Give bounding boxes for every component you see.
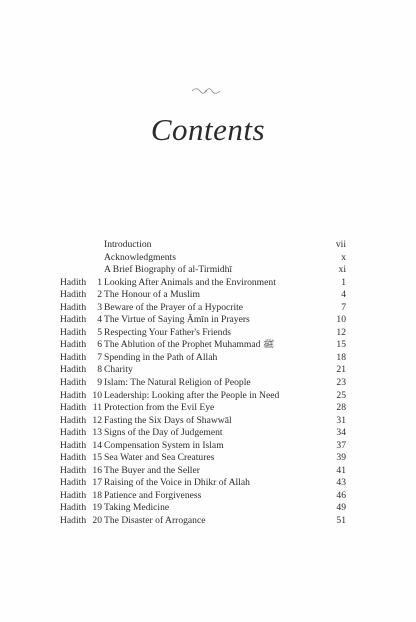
toc-row-label-word: Hadith xyxy=(60,377,87,389)
toc-row-page: 10 xyxy=(336,314,346,326)
toc-row-page: 1 xyxy=(341,276,346,288)
hadith-list xyxy=(60,277,346,528)
toc-row-page: 15 xyxy=(336,339,346,351)
toc-row-label xyxy=(60,327,104,340)
toc-row[interactable] xyxy=(60,477,346,490)
toc-row-number: 11 xyxy=(92,402,102,414)
toc-row-label-word: Hadith xyxy=(60,414,87,426)
toc-row-title: Charity xyxy=(104,364,133,376)
toc-row-title: Protection from the Evil Eye xyxy=(104,402,215,414)
toc-row-page: vii xyxy=(335,239,346,250)
toc-row-page: 18 xyxy=(336,351,346,363)
toc-row-label-word: Hadith xyxy=(60,427,87,439)
toc-row-number: 4 xyxy=(97,314,102,326)
toc-row-label xyxy=(60,277,104,290)
toc-row-label xyxy=(60,465,104,478)
toc-row-number: 10 xyxy=(92,389,102,401)
toc-row-label xyxy=(60,364,104,377)
toc-row-label xyxy=(60,477,104,490)
toc-row-page: 23 xyxy=(336,377,346,389)
toc-row[interactable] xyxy=(60,252,346,265)
toc-row-label xyxy=(60,302,104,315)
toc-row-number: 12 xyxy=(92,414,102,426)
toc-row-title: Acknowledgments xyxy=(104,251,176,263)
toc-row-label-word: Hadith xyxy=(60,351,87,363)
toc-row-title: Patience and Forgiveness xyxy=(104,489,202,501)
toc-row-label xyxy=(60,377,104,390)
toc-row-number: 5 xyxy=(97,326,102,338)
toc-row-label-word: Hadith xyxy=(60,301,87,313)
toc-row[interactable] xyxy=(60,377,346,390)
front-matter-list xyxy=(60,239,346,277)
toc-row-number: 15 xyxy=(92,452,102,464)
toc-row-label-word: Hadith xyxy=(60,464,87,476)
toc-row-label-word: Hadith xyxy=(60,515,87,527)
toc-row-label-word: Hadith xyxy=(60,389,87,401)
toc-row[interactable] xyxy=(60,364,346,377)
toc-row-label xyxy=(60,352,104,365)
toc-row-number: 16 xyxy=(92,464,102,476)
toc-row-label xyxy=(60,289,104,302)
toc-row-page: 4 xyxy=(341,289,346,301)
toc-row-label xyxy=(60,239,104,252)
toc-row-number: 2 xyxy=(97,289,102,301)
toc-row[interactable] xyxy=(60,415,346,428)
toc-row-label xyxy=(60,252,104,265)
toc-row[interactable] xyxy=(60,440,346,453)
toc-row-title: The Virtue of Saying Āmīn in Prayers xyxy=(104,314,250,326)
toc-row-title: Respecting Your Father's Friends xyxy=(104,326,231,338)
toc-row-number: 19 xyxy=(92,502,102,514)
toc-row-label-word: Hadith xyxy=(60,289,87,301)
toc-row-label xyxy=(60,502,104,515)
toc-row[interactable] xyxy=(60,515,346,528)
toc-row-number: 18 xyxy=(92,489,102,501)
toc-row-page: 51 xyxy=(336,515,346,527)
toc-row-page: 25 xyxy=(336,389,346,401)
toc-row[interactable] xyxy=(60,465,346,478)
toc-row-page: 46 xyxy=(336,489,346,501)
toc-row-page: 28 xyxy=(336,402,346,414)
toc-row-number: 9 xyxy=(97,377,102,389)
toc-row-title: The Disaster of Arrogance xyxy=(104,515,206,527)
toc-row-label xyxy=(60,339,104,352)
toc-row-title: Introduction xyxy=(104,239,152,250)
toc-row-label-word: Hadith xyxy=(60,314,87,326)
toc-row-number: 17 xyxy=(92,477,102,489)
toc-row-title: A Brief Biography of al-Tirmidhī xyxy=(104,264,233,276)
toc-row-title: The Honour of a Muslim xyxy=(104,289,200,301)
toc-row-title: Spending in the Path of Allah xyxy=(104,351,218,363)
toc-row-label-word: Hadith xyxy=(60,477,87,489)
toc-row-title: Islam: The Natural Religion of People xyxy=(104,377,251,389)
toc-row-label xyxy=(60,452,104,465)
toc-row[interactable] xyxy=(60,390,346,403)
toc-row-page: 41 xyxy=(336,464,346,476)
toc-row-number: 8 xyxy=(97,364,102,376)
toc-row[interactable] xyxy=(60,490,346,503)
toc-row-title: The Ablution of the Prophet Muhammad ﷺ xyxy=(104,339,275,351)
toc-row-title: The Buyer and the Seller xyxy=(104,464,200,476)
toc-row-label-word: Hadith xyxy=(60,452,87,464)
toc-row-label-word: Hadith xyxy=(60,402,87,414)
toc-row-label-word: Hadith xyxy=(60,502,87,514)
toc-row-page: x xyxy=(341,251,346,263)
toc-row-label xyxy=(60,490,104,503)
toc-row-number: 7 xyxy=(97,351,102,363)
toc-row-label-word: Hadith xyxy=(60,364,87,376)
toc-row-number: 14 xyxy=(92,439,102,451)
toc-row-page: 34 xyxy=(336,427,346,439)
toc-row-number: 13 xyxy=(92,427,102,439)
toc-row-number: 1 xyxy=(97,276,102,288)
toc-row-label xyxy=(60,264,104,277)
toc-row[interactable] xyxy=(60,277,346,290)
toc-row[interactable] xyxy=(60,352,346,365)
toc-row-label-word: Hadith xyxy=(60,326,87,338)
toc-row-title: Raising of the Voice in Dhikr of Allah xyxy=(104,477,250,489)
toc-row-title: Compensation System in Islam xyxy=(104,439,224,451)
toc-row-label-word: Hadith xyxy=(60,339,87,351)
toc-row-page: 49 xyxy=(336,502,346,514)
toc-row-title: Sea Water and Sea Creatures xyxy=(104,452,215,464)
toc-row-label-word: Hadith xyxy=(60,276,87,288)
toc-row-title: Looking After Animals and the Environment xyxy=(104,276,276,288)
toc-row-label xyxy=(60,440,104,453)
toc-row[interactable] xyxy=(60,264,346,277)
toc-row[interactable] xyxy=(60,289,346,302)
toc-row-title: Fasting the Six Days of Shawwāl xyxy=(104,414,232,426)
toc-row-label xyxy=(60,427,104,440)
toc-row-label xyxy=(60,415,104,428)
toc-row-number: 3 xyxy=(97,301,102,313)
toc-row-page: 39 xyxy=(336,452,346,464)
toc-row-label-word: Hadith xyxy=(60,439,87,451)
toc-row-label-word: Hadith xyxy=(60,489,87,501)
toc-row-label xyxy=(60,515,104,528)
toc-row[interactable] xyxy=(60,427,346,440)
toc-row-number: 20 xyxy=(92,515,102,527)
page-title: Contents xyxy=(150,112,266,147)
toc-row-page: 7 xyxy=(341,301,346,313)
toc-row-page: 37 xyxy=(336,439,346,451)
toc-row[interactable] xyxy=(60,502,346,515)
toc-row-number: 6 xyxy=(97,339,102,351)
ornament-icon xyxy=(190,86,222,96)
toc-row[interactable] xyxy=(60,452,346,465)
toc-row[interactable] xyxy=(60,339,346,352)
toc-row-label xyxy=(60,314,104,327)
toc-row-label xyxy=(60,402,104,415)
toc-row[interactable] xyxy=(60,402,346,415)
toc-row[interactable] xyxy=(60,314,346,327)
toc-row[interactable] xyxy=(60,302,346,315)
table-of-contents xyxy=(60,239,346,528)
toc-row-label xyxy=(60,390,104,403)
toc-row-title: Beware of the Prayer of a Hypocrite xyxy=(104,301,244,313)
toc-row-title: Taking Medicine xyxy=(104,502,170,514)
toc-row-title: Signs of the Day of Judgement xyxy=(104,427,223,439)
toc-row-page: 21 xyxy=(336,364,346,376)
toc-row[interactable] xyxy=(60,327,346,340)
toc-row-page: xi xyxy=(338,264,346,276)
toc-row-page: 12 xyxy=(336,326,346,338)
toc-row[interactable] xyxy=(60,239,346,252)
toc-row-page: 31 xyxy=(336,414,346,426)
toc-row-page: 43 xyxy=(336,477,346,489)
toc-row-title: Leadership: Looking after the People in Need xyxy=(104,389,280,401)
